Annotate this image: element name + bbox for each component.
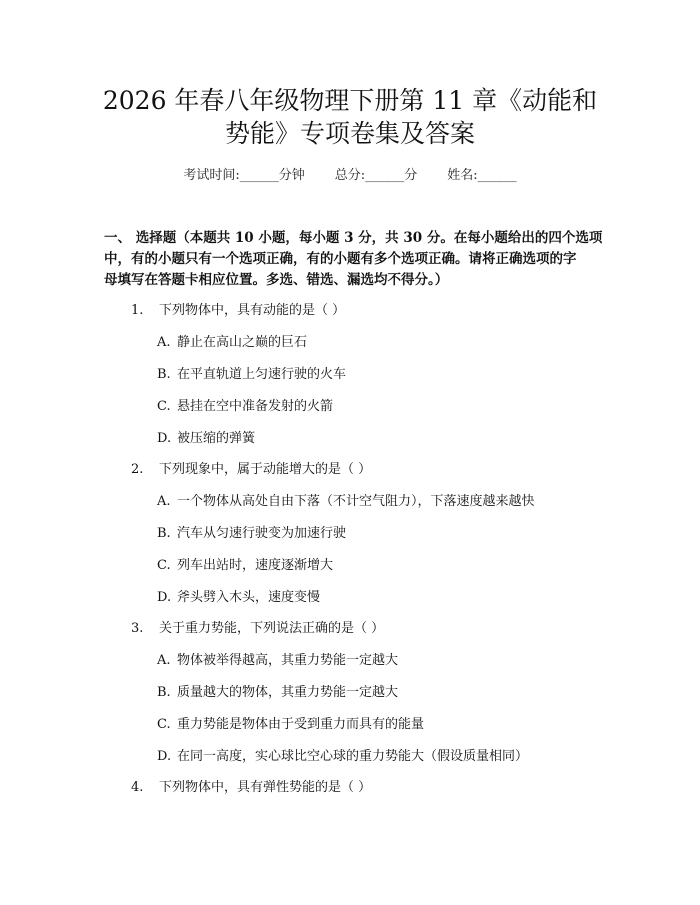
section-heading-line2: 中，有的小题只有一个选项正确，有的小题有多个选项正确。请将正确选项的字 — [104, 251, 577, 267]
question-1-option-a — [157, 333, 307, 353]
option-letter: D. — [157, 749, 172, 764]
question-text: 下列物体中，具有弹性势能的是（ ） — [159, 780, 372, 795]
option-letter: C. — [157, 717, 171, 732]
exam-info-row — [0, 166, 700, 186]
option-text: 列车出站时，速度逐渐增大 — [177, 558, 334, 573]
question-3-option-d — [157, 747, 528, 767]
page-title-line2: 势能》专项卷集及答案 — [224, 119, 475, 148]
option-text: 一个物体从高处自由下落（不计空气阻力），下落速度越来越快 — [177, 494, 535, 509]
option-text: 斧头劈入木头，速度变慢 — [177, 590, 321, 605]
section-heading-line1: 一、 选择题（本题共 10 小题，每小题 3 分，共 30 分。在每小题给出的四个选项 — [104, 230, 603, 246]
option-text: 物体被举得越高，其重力势能一定越大 — [177, 653, 399, 668]
question-number: 4. — [131, 780, 144, 795]
option-text: 重力势能是物体由于受到重力而具有的能量 — [177, 717, 425, 732]
question-number: 1. — [131, 303, 144, 318]
score-unit: 分 — [404, 168, 418, 183]
option-letter: A. — [157, 335, 171, 350]
option-letter: B. — [157, 367, 171, 382]
score-label: 总分: — [334, 168, 366, 183]
question-2-option-a — [157, 492, 535, 512]
option-letter: C. — [157, 399, 171, 414]
option-letter: D. — [157, 590, 172, 605]
question-1-option-d — [157, 429, 255, 449]
option-letter: A. — [157, 494, 171, 509]
question-2-option-c — [157, 556, 333, 576]
time-unit: 分钟 — [278, 168, 305, 183]
option-text: 质量越大的物体，其重力势能一定越大 — [177, 685, 399, 700]
question-text: 下列现象中，属于动能增大的是（ ） — [159, 462, 372, 477]
section-heading — [104, 228, 604, 291]
question-4 — [131, 778, 371, 798]
option-text: 静止在高山之巅的巨石 — [177, 335, 308, 350]
question-number: 2. — [131, 462, 144, 477]
option-letter: B. — [157, 526, 171, 541]
option-text: 被压缩的弹簧 — [177, 431, 256, 446]
question-text: 下列物体中，具有动能的是（ ） — [159, 303, 346, 318]
question-text: 关于重力势能，下列说法正确的是（ ） — [159, 621, 385, 636]
question-1-option-c — [157, 397, 333, 417]
page-title-line1: 2026 年春八年级物理下册第 11 章《动能和 — [102, 86, 598, 115]
question-2-option-d — [157, 588, 320, 608]
option-letter: B. — [157, 685, 171, 700]
question-3-option-a — [157, 651, 398, 671]
section-heading-line3: 母填写在答题卡相应位置。多选、错选、漏选均不得分。） — [104, 272, 449, 288]
name-blank: ______ — [477, 168, 517, 183]
time-label: 考试时间: — [183, 168, 240, 183]
option-text: 在平直轨道上匀速行驶的火车 — [177, 367, 347, 382]
option-text: 悬挂在空中准备发射的火箭 — [177, 399, 334, 414]
option-letter: D. — [157, 431, 172, 446]
question-3 — [131, 619, 384, 639]
option-letter: A. — [157, 653, 171, 668]
question-3-option-c — [157, 715, 424, 735]
question-2 — [131, 460, 371, 480]
name-label: 姓名: — [447, 168, 478, 183]
time-blank: ______ — [239, 168, 279, 183]
question-3-option-b — [157, 683, 398, 703]
option-text: 在同一高度，实心球比空心球的重力势能大（假设质量相同） — [177, 749, 529, 764]
question-number: 3. — [131, 621, 144, 636]
question-1-option-b — [157, 365, 346, 385]
score-blank: ______ — [365, 168, 405, 183]
question-2-option-b — [157, 524, 346, 544]
option-text: 汽车从匀速行驶变为加速行驶 — [177, 526, 347, 541]
question-1 — [131, 301, 345, 321]
option-letter: C. — [157, 558, 171, 573]
